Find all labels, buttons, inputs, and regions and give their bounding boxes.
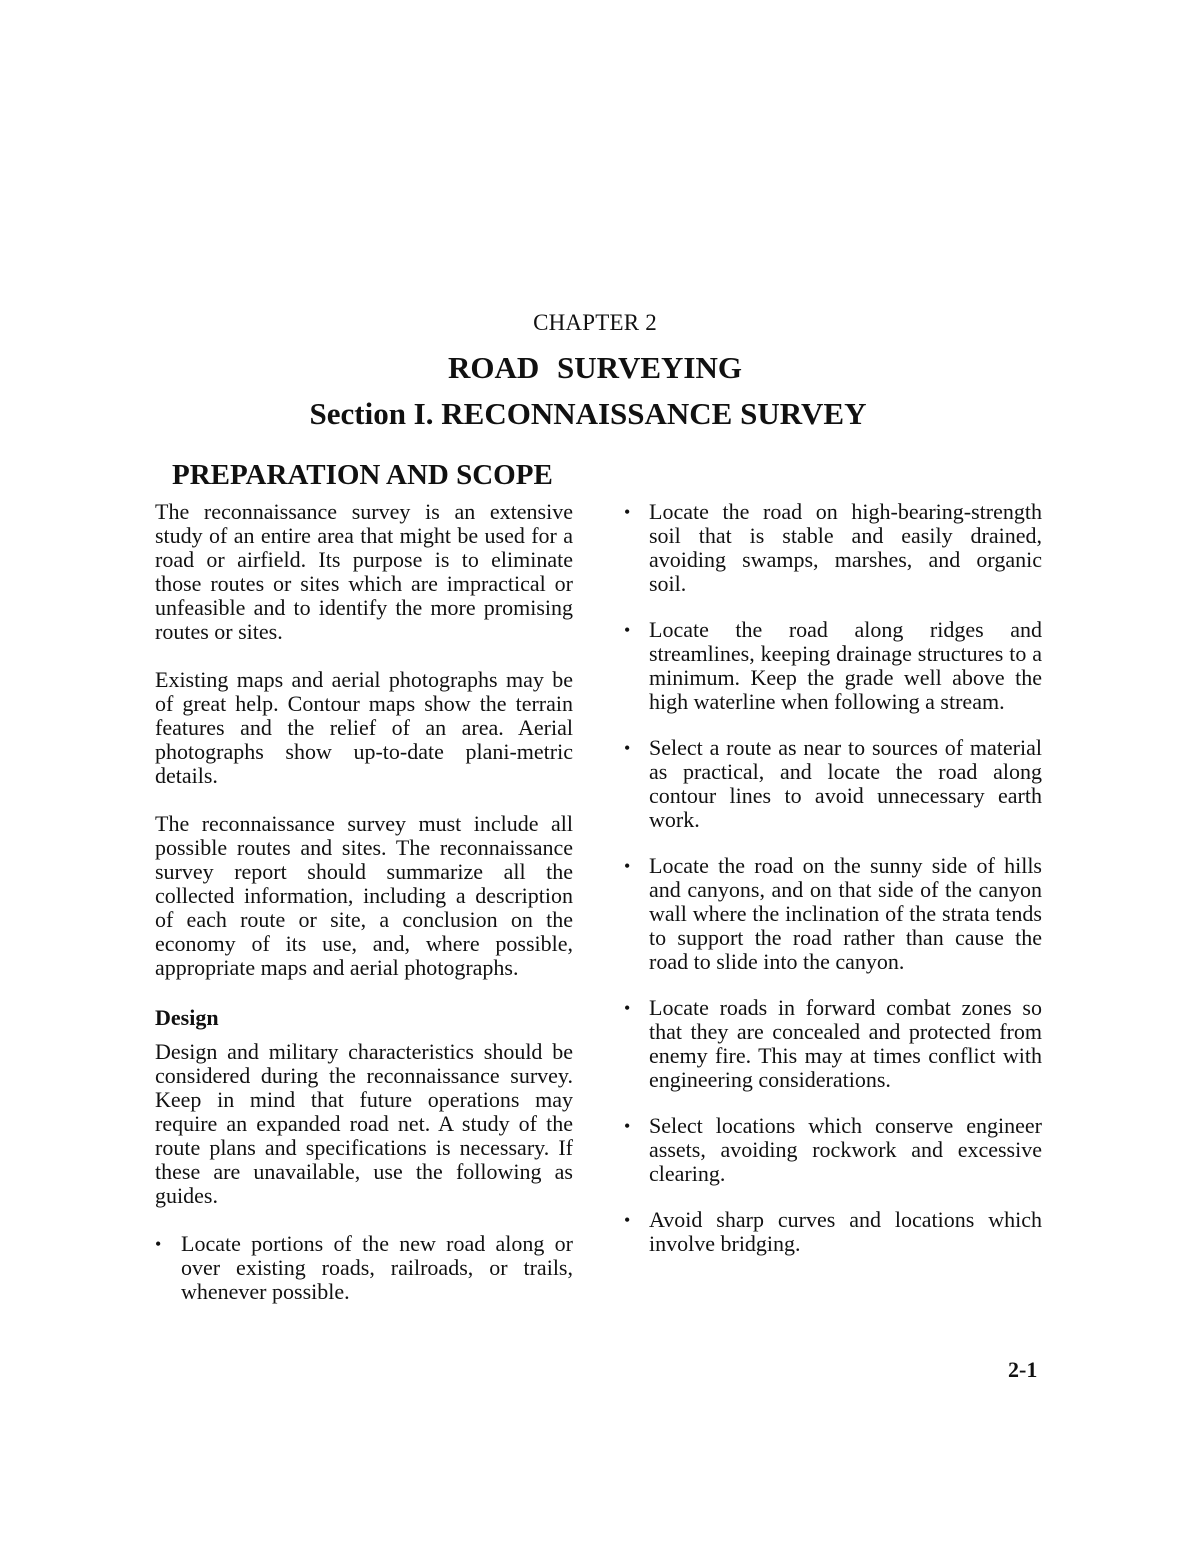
bullet-icon: •	[624, 1116, 631, 1136]
list-item-text: Select locations which conserve engineer assets, avoiding rockwork and excessive clearing.	[649, 1113, 1042, 1186]
bullet-icon: •	[624, 620, 631, 640]
list-item-text: Locate the road along ridges and streamlines, keeping drainage structures to a minimum. Keep the grade well above the high waterline when following a stream.	[649, 617, 1042, 714]
bullet-icon: •	[624, 856, 631, 876]
paragraph-design: Design and military characteristics should be considered during the reconnaissance survey. Keep in mind that future operations may require an expanded road net. A study of the route plans and specifications is necessary. If these are unavailable, use the following as guides.	[155, 1039, 573, 1208]
right-column	[624, 500, 1042, 1278]
list-item	[624, 1114, 1042, 1186]
list-item	[624, 1208, 1042, 1256]
bullet-icon: •	[624, 998, 631, 1018]
chapter-title: ROAD SURVEYING	[448, 350, 742, 385]
list-item	[624, 736, 1042, 832]
paragraph-report: The reconnaissance survey must include all possible routes and sites. The reconnaissance survey report should summarize all the collected information, including a description of each route or site, a conclusion on the economy of its use, and, where possible, appropriate maps and aerial photographs.	[155, 811, 573, 980]
list-item	[624, 996, 1042, 1092]
paragraph-intro: The reconnaissance survey is an extensive study of an entire area that might be used for a road or airfield. Its purpose is to eliminate those routes or sites which are impractical or unfeasible and to identify the more promising routes or sites.	[155, 499, 573, 644]
list-item-text: Avoid sharp curves and locations which involve bridging.	[649, 1207, 1042, 1256]
page-number: 2-1	[1008, 1357, 1038, 1382]
left-bullet-list	[155, 1232, 573, 1304]
bullet-icon: •	[624, 738, 631, 758]
chapter-label: CHAPTER 2	[533, 310, 657, 335]
list-item	[624, 618, 1042, 714]
paragraph-maps: Existing maps and aerial photographs may be of great help. Contour maps show the terrain features and the relief of an area. Aerial photographs show up-to-date plani-metric details.	[155, 667, 573, 788]
design-heading: Design	[155, 1005, 219, 1030]
list-item-text: Locate the road on high-bearing-strength soil that is stable and easily drained, avoiding swamps, marshes, and organic soil.	[649, 499, 1042, 596]
list-item-text: Locate portions of the new road along or over existing roads, railroads, or trails, whenever possible.	[181, 1231, 573, 1304]
bullet-icon: •	[624, 1210, 631, 1230]
section-title: Section I. RECONNAISSANCE SURVEY	[309, 396, 867, 431]
list-item-text: Locate roads in forward combat zones so that they are concealed and protected from enemy fire. This may at times conflict with engineering considerations.	[649, 995, 1042, 1092]
preparation-heading: PREPARATION AND SCOPE	[172, 459, 553, 491]
list-item-text: Locate the road on the sunny side of hills and canyons, and on that side of the canyon wall where the inclination of the strata tends to support the road rather than cause the road to slide into the canyon.	[649, 853, 1042, 974]
list-item	[624, 854, 1042, 974]
left-column	[155, 457, 573, 1326]
list-item-text: Select a route as near to sources of material as practical, and locate the road along contour lines to avoid unnecessary earth work.	[649, 735, 1042, 832]
list-item	[155, 1232, 573, 1304]
right-bullet-list	[624, 500, 1042, 1256]
bullet-icon: •	[155, 1234, 162, 1254]
bullet-icon: •	[624, 502, 631, 522]
list-item	[624, 500, 1042, 596]
